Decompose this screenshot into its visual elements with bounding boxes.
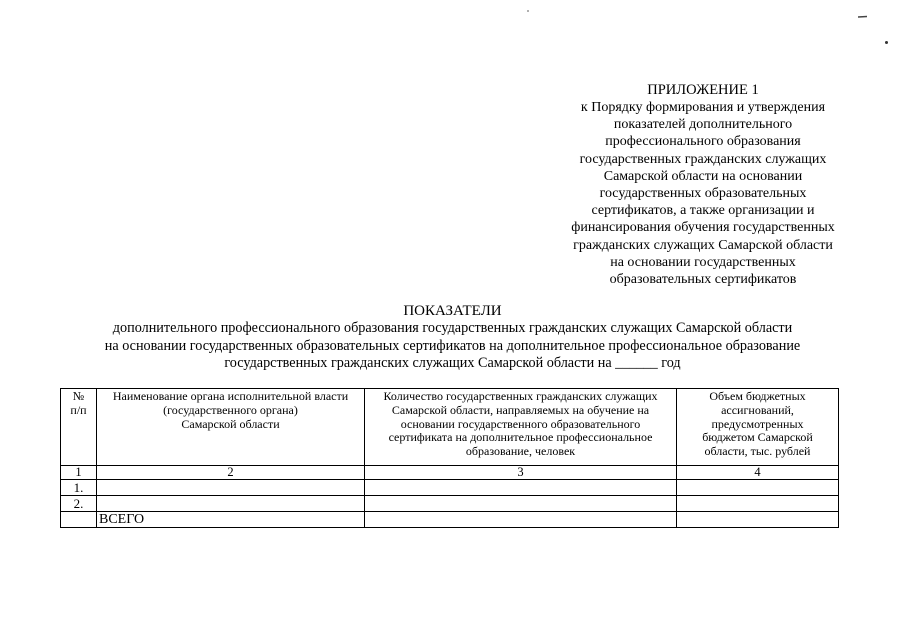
row-number-cell: 2.: [61, 496, 97, 512]
row-number-cell: 1.: [61, 480, 97, 496]
appendix-line: государственных гражданских служащих: [579, 151, 827, 167]
appendix-line: государственных образовательных: [599, 186, 807, 202]
appendix-line: Самарской области на основании: [603, 168, 803, 184]
table-row: [61, 496, 839, 512]
document-subtitle-line: государственных гражданских служащих Самарской области на ______ год: [224, 355, 681, 371]
column-number-cell: 3: [365, 466, 677, 480]
header-cell-agency: Наименование органа исполнительной власти (государственного органа) Самарской области: [97, 389, 365, 466]
column-number-cell: 1: [61, 466, 97, 480]
appendix-line: на основании государственных: [610, 254, 796, 270]
document-heading: [40, 302, 865, 373]
column-number-row: [61, 466, 839, 480]
scan-mark: [858, 14, 867, 20]
header-cell-number: № п/п: [61, 389, 97, 466]
total-number-cell: [61, 512, 97, 528]
appendix-line: показателей дополнительного: [613, 117, 793, 133]
count-cell: [365, 496, 677, 512]
document-subtitle-line: дополнительного профессионального образования государственных гражданских служащих Самарской области: [112, 320, 793, 336]
total-label: ВСЕГО: [97, 512, 365, 528]
total-budget-cell: [677, 512, 839, 528]
appendix-line: к Порядку формирования и утверждения: [580, 100, 826, 115]
indicators-table-wrap: [60, 388, 839, 528]
appendix-line: гражданских служащих Самарской области: [573, 237, 833, 253]
appendix-title: ПРИЛОЖЕНИЕ 1: [647, 82, 759, 98]
total-count-cell: [365, 512, 677, 528]
budget-cell: [677, 480, 839, 496]
scan-speck: [527, 10, 529, 12]
appendix-block: [548, 81, 858, 288]
table-row: [61, 480, 839, 496]
appendix-line: сертификатов, а также организации и: [591, 203, 815, 219]
appendix-line: профессионального образования: [605, 134, 801, 150]
appendix-line: образовательных сертификатов: [609, 272, 797, 288]
total-row: [61, 512, 839, 528]
appendix-line: финансирования обучения государственных: [571, 220, 835, 236]
column-number-cell: 4: [677, 466, 839, 480]
count-cell: [365, 480, 677, 496]
agency-cell: [97, 480, 365, 496]
document-subtitle-line: на основании государственных образовательных сертификатов на дополнительное профессиональное образование: [104, 337, 801, 354]
column-number-cell: 2: [97, 466, 365, 480]
indicators-table: [60, 388, 839, 528]
header-cell-budget: Объем бюджетных ассигнований, предусмотренных бюджетом Самарской области, тыс. рублей: [677, 389, 839, 466]
agency-cell: [97, 496, 365, 512]
header-cell-count: Количество государственных гражданских служащих Самарской области, направляемых на обучение на основании государственного образовательного сертификата на дополнительное профессиональное образование, человек: [365, 389, 677, 466]
table-header-row: [61, 389, 839, 466]
budget-cell: [677, 496, 839, 512]
scan-speck: [885, 41, 888, 44]
document-title: ПОКАЗАТЕЛИ: [403, 303, 502, 319]
